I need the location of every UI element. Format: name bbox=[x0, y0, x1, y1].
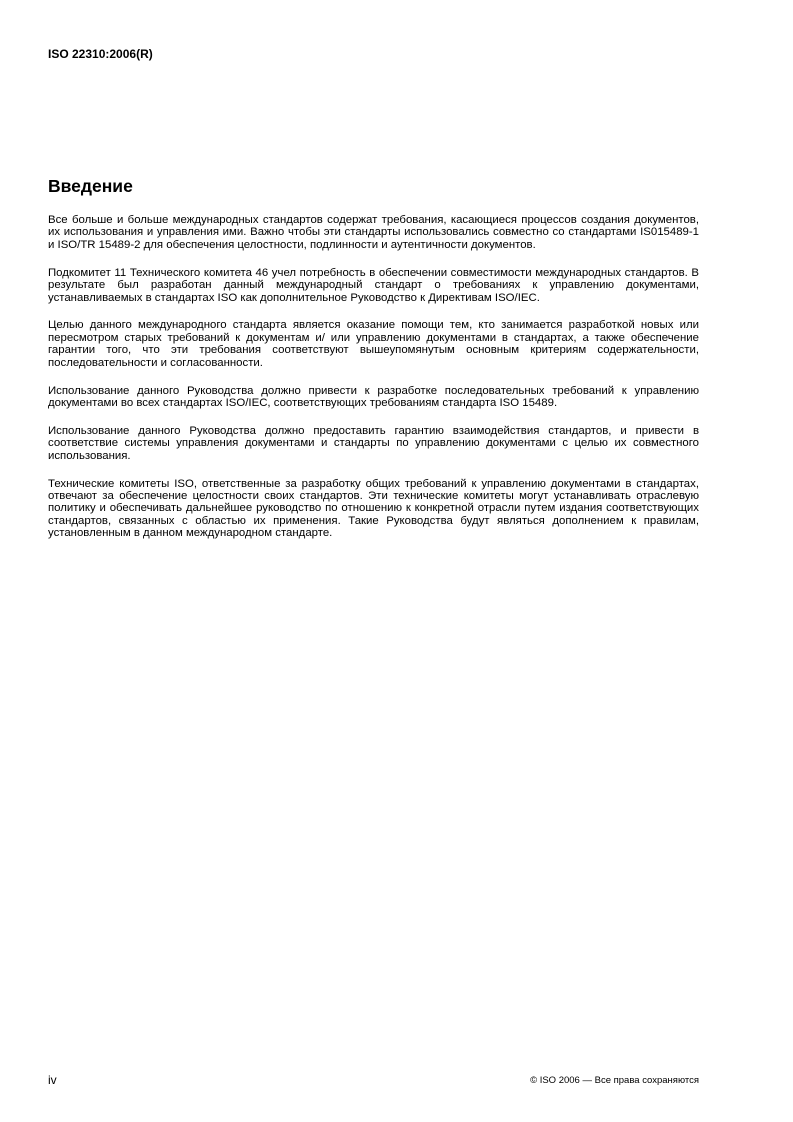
paragraph: Подкомитет 11 Технического комитета 46 учел потребность в обеспечении совместимости международных стандартов. В результате был разработан данный международный стандарт о требованиях к управлению документами, устанавливаемых в стандартах ISO как дополнительное Руководство к Директивам ISO/IEC. bbox=[48, 266, 699, 304]
page-number: iv bbox=[48, 1073, 57, 1087]
paragraph: Целью данного международного стандарта является оказание помощи тем, кто занимается разработкой новых или пересмотром старых требований к документам и/ или управлению документами в стандартах, а также обеспечение гарантии того, что эти требования соответствуют вышеупомянутым основным критериям содержательности, последовательности и согласованности. bbox=[48, 319, 699, 369]
paragraph: Использование данного Руководства должно привести к разработке последовательных требований к управлению документами во всех стандартах ISO/IEC, соответствующих требованиям стандарта ISO 15489. bbox=[48, 384, 699, 409]
paragraph: Использование данного Руководства должно предоставить гарантию взаимодействия стандартов, и привести в соответствие системы управления документами и стандарты по управлению документами с целью их совместного использования. bbox=[48, 424, 699, 462]
document-id: ISO 22310:2006(R) bbox=[48, 47, 153, 61]
copyright-notice: © ISO 2006 — Все права сохраняются bbox=[530, 1075, 699, 1086]
paragraph: Все больше и больше международных стандартов содержат требования, касающиеся процессов создания документов, их использования и управления ими. Важно чтобы эти стандарты использовались совместно со стандартами IS015489-1 и ISO/TR 15489-2 для обеспечения целостности, подлинности и аутентичности документов. bbox=[48, 214, 699, 251]
section-title: Введение bbox=[48, 176, 133, 196]
paragraph: Технические комитеты ISO, ответственные за разработку общих требований к управлению документами в стандартах, отвечают за обеспечение целостности своих стандартов. Эти технические комитеты могут устанавливать отраслевую политику и обеспечивать дальнейшее руководство по отношению к конкретной отрасли путем издания соответствующих стандартов, связанных с областью их применения. Такие Руководства будут являться дополнением к правилам, установленным в данном международном стандарте. bbox=[48, 477, 699, 540]
section-body bbox=[48, 214, 699, 555]
